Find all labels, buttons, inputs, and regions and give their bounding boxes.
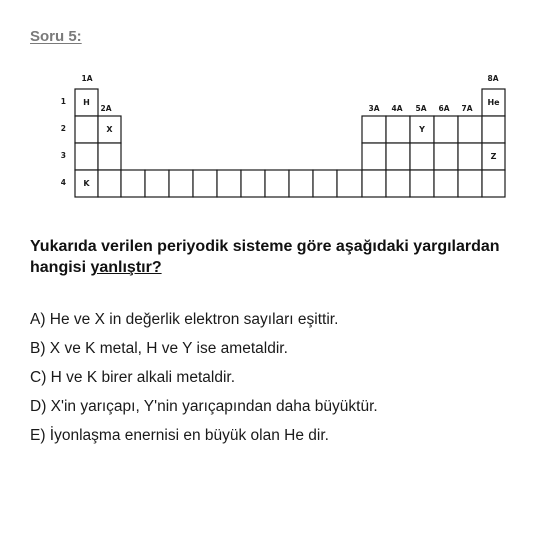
option-c[interactable]: C) H ve K birer alkali metaldir. [30, 369, 236, 386]
cell [362, 170, 386, 197]
cell [75, 116, 98, 143]
group-label-1a: 1A [81, 74, 93, 83]
period-label-1: 1 [60, 97, 66, 106]
cell [362, 116, 386, 143]
option-e[interactable]: E) İyonlaşma enernisi en büyük olan He dir. [30, 427, 329, 444]
cell [313, 170, 337, 197]
cell [289, 170, 313, 197]
group-label-2a: 2A [100, 104, 112, 113]
cell [434, 116, 458, 143]
question-prefix: Yukarıda verilen periyodik sisteme göre aşağıdaki yargılardan hangisi [30, 238, 500, 276]
cell [337, 170, 362, 197]
cell [434, 170, 458, 197]
cell [482, 170, 505, 197]
cell [217, 170, 241, 197]
cell [482, 116, 505, 143]
cell [458, 170, 482, 197]
group-label-3a: 3A [368, 104, 380, 113]
cell [410, 143, 434, 170]
cell [434, 143, 458, 170]
group-label-7a: 7A [461, 104, 473, 113]
cell [386, 116, 410, 143]
cell [193, 170, 217, 197]
element-symbol-x: X [106, 125, 113, 134]
option-a[interactable]: A) He ve X in değerlik elektron sayıları eşittir. [30, 311, 339, 328]
group-label-6a: 6A [438, 104, 450, 113]
period-label-3: 3 [60, 151, 66, 160]
question-emphasis: yanlıştır? [90, 259, 162, 276]
cell [75, 143, 98, 170]
periodic-table [58, 72, 518, 202]
element-symbol-he: He [487, 98, 500, 107]
cell [98, 170, 121, 197]
option-d[interactable]: D) X'in yarıçapı, Y'nin yarıçapından daha büyüktür. [30, 398, 378, 415]
element-symbol-y: Y [419, 125, 425, 134]
cell [386, 143, 410, 170]
question-title: Soru 5: [30, 28, 82, 45]
element-symbol-z: Z [490, 152, 497, 161]
cell [410, 170, 434, 197]
cell [458, 116, 482, 143]
cell [458, 143, 482, 170]
cell [386, 170, 410, 197]
cell [362, 143, 386, 170]
cell [98, 143, 121, 170]
group-label-8a: 8A [487, 74, 499, 83]
option-b[interactable]: B) X ve K metal, H ve Y ise ametaldir. [30, 340, 288, 357]
period-label-4: 4 [60, 178, 66, 187]
question-text [30, 236, 520, 278]
period-label-2: 2 [60, 124, 66, 133]
cell [169, 170, 193, 197]
element-symbol-k: K [83, 179, 90, 188]
cell [121, 170, 145, 197]
element-symbol-h: H [83, 98, 90, 107]
group-label-4a: 4A [391, 104, 403, 113]
cell [265, 170, 289, 197]
cell [145, 170, 169, 197]
cell [241, 170, 265, 197]
group-label-5a: 5A [415, 104, 427, 113]
answer-options [30, 305, 520, 450]
